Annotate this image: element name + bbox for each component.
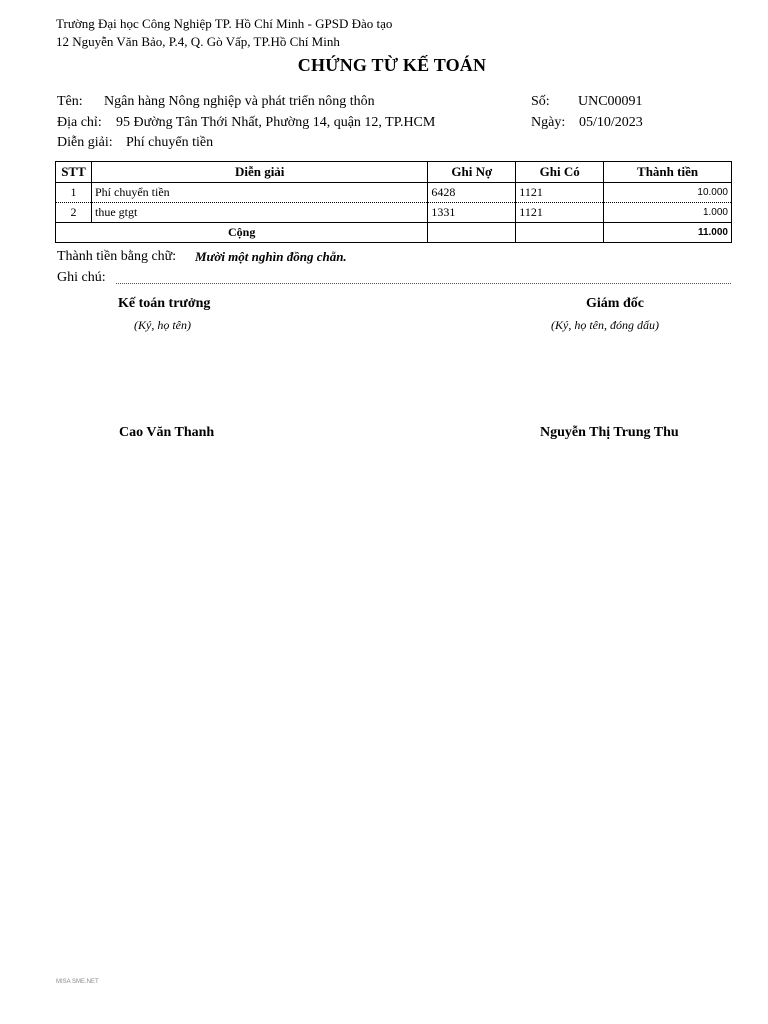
address-value: 95 Đường Tân Thới Nhất, Phường 14, quận 12, TP.HCM <box>116 115 436 130</box>
amount-in-words-label: Thành tiền bằng chữ: <box>57 249 177 264</box>
director-instruction: (Ký, họ tên, đóng dấu) <box>551 318 659 332</box>
date-label: Ngày: <box>531 115 566 130</box>
software-footer: MISA SME.NET <box>56 979 99 985</box>
column-header-credit: Ghi Có <box>516 162 604 183</box>
name-label: Tên: <box>57 94 83 109</box>
column-header-debit: Ghi Nợ <box>428 162 516 183</box>
voucher-table <box>55 161 732 243</box>
row-amount: 10.000 <box>604 183 732 203</box>
voucher-number-label: Số: <box>531 94 550 109</box>
director-name: Nguyễn Thị Trung Thu <box>540 425 679 440</box>
chief-accountant-name: Cao Văn Thanh <box>119 425 215 440</box>
total-debit-empty <box>428 223 516 243</box>
organization-address: 12 Nguyễn Văn Bảo, P.4, Q. Gò Vấp, TP.Hồ Chí Minh <box>56 34 340 49</box>
row-debit-account: 1331 <box>428 203 516 223</box>
note-dotted-line <box>116 283 731 284</box>
table-header-row <box>56 162 732 183</box>
voucher-number-value: UNC00091 <box>578 94 643 109</box>
note-label: Ghi chú: <box>57 270 106 285</box>
date-value: 05/10/2023 <box>579 115 643 130</box>
table-row <box>56 203 732 223</box>
description-value: Phí chuyển tiền <box>126 135 214 150</box>
name-value: Ngân hàng Nông nghiệp và phát triển nông thôn <box>104 94 375 109</box>
description-label: Diễn giải: <box>57 135 113 150</box>
row-debit-account: 6428 <box>428 183 516 203</box>
column-header-amount: Thành tiền <box>604 162 732 183</box>
row-stt: 2 <box>56 203 92 223</box>
table-row <box>56 183 732 203</box>
total-amount: 11.000 <box>604 223 732 243</box>
address-label: Địa chỉ: <box>57 115 102 130</box>
total-credit-empty <box>516 223 604 243</box>
row-credit-account: 1121 <box>516 183 604 203</box>
total-row <box>56 223 732 243</box>
row-credit-account: 1121 <box>516 203 604 223</box>
total-label: Cộng <box>56 223 428 243</box>
chief-accountant-instruction: (Ký, họ tên) <box>134 318 191 332</box>
document-title: CHỨNG TỪ KẾ TOÁN <box>297 55 487 75</box>
organization-name: Trường Đại học Công Nghiệp TP. Hồ Chí Minh - GPSD Đào tạo <box>56 16 393 31</box>
chief-accountant-title: Kế toán trưởng <box>118 296 211 311</box>
column-header-stt: STT <box>56 162 92 183</box>
row-amount: 1.000 <box>604 203 732 223</box>
amount-in-words-value: Mười một nghìn đồng chẵn. <box>195 249 347 264</box>
row-stt: 1 <box>56 183 92 203</box>
column-header-description: Diễn giải <box>91 162 427 183</box>
row-description: thue gtgt <box>91 203 427 223</box>
row-description: Phí chuyển tiền <box>91 183 427 203</box>
director-title: Giám đốc <box>586 296 644 311</box>
